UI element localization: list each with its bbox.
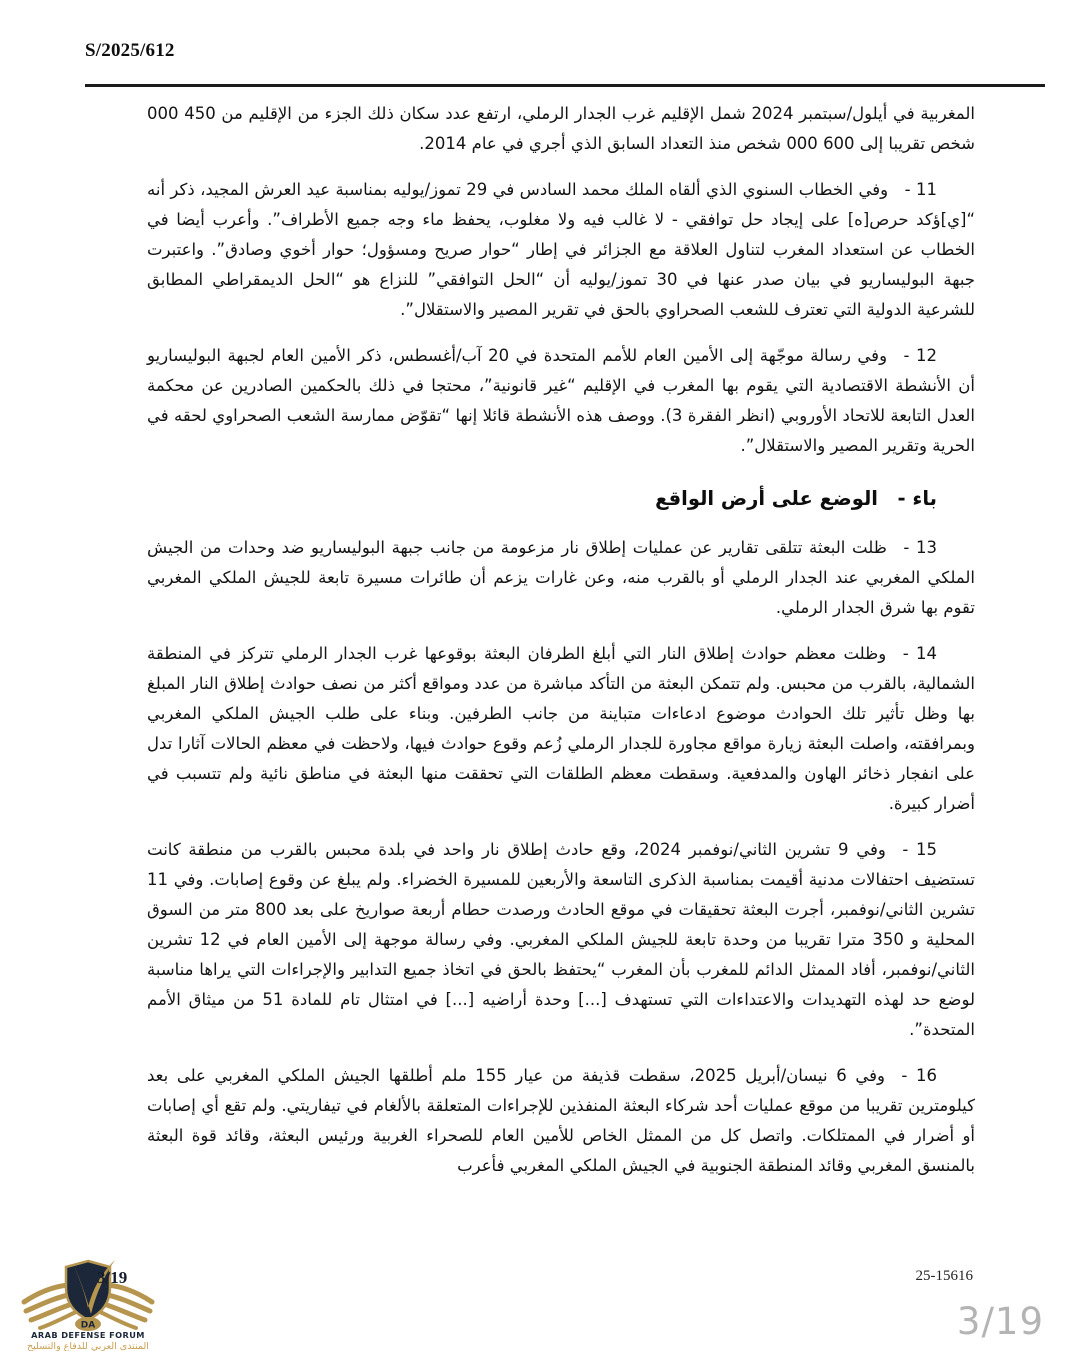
logo-monogram: DA: [80, 1320, 96, 1331]
paragraph-12: 12 - وفي رسالة موجّهة إلى الأمين العام للأمم المتحدة في 20 آب/أغسطس، ذكر الأمين العام لجبهة البوليساريو أن الأنشطة الاقتصادية التي يقوم بها المغرب في الإقليم “غير قانونية”، محتجا في ذلك بالحكمين الصادرين عن محكمة العدل التابعة للاتحاد الأوروبي (انظر الفقرة 3). ووصف هذه الأنشطة قائلا إنها “تقوّض ممارسة الشعب الصحراوي لحقه في الحرية وتقرير المصير والاستقلال”.: [147, 346, 975, 455]
header-divider: [85, 84, 1045, 87]
footer-job-number: 25-15616: [915, 1268, 973, 1284]
document-symbol: S/2025/612: [85, 40, 175, 61]
logo-title-ar: المنتدى العربي للدفاع والتسليح: [27, 1341, 149, 1351]
paragraph-continuation: المغربية في أيلول/سبتمبر 2024 شمل الإقليم غرب الجدار الرملي، ارتفع عدد سكان ذلك الجزء من الإقليم من 450 000 شخص تقريبا إلى 600 000 شخص منذ التعداد السابق الذي أجري في عام 2014.: [147, 104, 975, 153]
paragraph-13: 13 - ظلت البعثة تتلقى تقارير عن عمليات إطلاق نار مزعومة من جانب جبهة البوليساريو ضد وحدات من الجيش الملكي المغربي عند الجدار الرملي أو بالقرب منه، وعن غارات يزعم أن طائرات مسيرة تابعة للجيش الملكي المغربي تقوم بها شرق الجدار الرملي.: [147, 538, 975, 617]
paragraph-16: 16 - وفي 6 نيسان/أبريل 2025، سقطت قذيفة من عيار 155 ملم أطلقها الجيش الملكي المغربي على بعد كيلومترين تقريبا من موقع عمليات أحد شركاء البعثة المنفذين للإجراءات المتعلقة بالألغام في تيفاريتي. ولم تقع أي إصابات أو أضرار في الممتلكات. واتصل كل من الممثل الخاص للأمين العام للصحراء الغربية ورئيس البعثة، وقائد قوة البعثة بالمنسق المغربي وقائد المنطقة الجنوبية في الجيش الملكي المغربي فأعرب: [147, 1066, 975, 1175]
paragraph-14: 14 - وظلت معظم حوادث إطلاق النار التي أبلغ الطرفان البعثة بوقوعها غرب الجدار الرملي تتركز في المنطقة الشمالية، بالقرب من محبس. ولم تتمكن البعثة من التأكد مباشرة من عدد ومواقع أكثر من نصف حوادث إطلاق النار المبلغ بها وظل تأثير تلك الحوادث موضوع ادعاءات متباينة من جانب الطرفين. وبناء على طلب الجيش الملكي المغربي وبمرافقته، واصلت البعثة زيارة مواقع مجاورة للجدار الرملي زُعم وقوع حوادث فيها، ولاحظت في معظم الحالات آثارا تدل على انفجار ذخائر الهاون والمدفعية. وسقطت معظم الطلقات التي تحققت منها البعثة في مناطق نائية ولم تتسبب في أضرار كبيرة.: [147, 644, 975, 813]
logo-title-en: ARAB DEFENSE FORUM: [31, 1330, 145, 1340]
footer-page-number-large: 3/19: [956, 1300, 1044, 1343]
paragraph-11: 11 - وفي الخطاب السنوي الذي ألقاه الملك محمد السادس في 29 تموز/يوليه بمناسبة عيد العرش المجيد، ذكر أنه “[ي]ؤكد حرص[ه] على إيجاد حل توافقي - لا غالب فيه ولا مغلوب، يحفظ ماء وجه جميع الأطراف”. وأعرب أيضا في الخطاب عن استعداد المغرب لتناول العلاقة مع الجزائر في إطار “حوار صريح ومسؤول؛ حوار أخوي وصادق”. واعتبرت جبهة البوليساريو في بيان صدر عنها في 30 تموز/يوليه أن “الحل التوافقي” للنزاع هو “الحل الديمقراطي المطابق للشرعية الدولية التي تعترف للشعب الصحراوي بالحق في تقرير المصير والاستقلال”.: [147, 180, 976, 319]
footer-page-number: 3/19: [97, 1268, 128, 1287]
arab-defense-forum-logo: [18, 1258, 158, 1351]
document-body: [147, 99, 975, 1197]
section-heading-b: باء - الوضع على أرض الواقع: [655, 487, 937, 510]
paragraph-15: 15 - وفي 9 تشرين الثاني/نوفمبر 2024، وقع حادث إطلاق نار واحد في بلدة محبس بالقرب من منطقة كانت تستضيف احتفالات مدنية أقيمت بمناسبة الذكرى التاسعة والأربعين للمسيرة الخضراء. ولم يبلغ عن وقوع إصابات. وفي 11 تشرين الثاني/نوفمبر، أجرت البعثة تحقيقات في موقع الحادث ورصدت حطام أربعة صواريخ على بعد 800 متر من السوق المحلية و 350 مترا تقريبا من وحدة تابعة للجيش الملكي المغربي. وفي رسالة موجهة إلى الأمين العام في 12 تشرين الثاني/نوفمبر، أفاد الممثل الدائم للمغرب بأن المغرب “يحتفظ بالحق في اتخاذ جميع التدابير والإجراءات التي يراها مناسبة لوضع حد لهذه التهديدات والاعتداءات التي تستهدف [...] وحدة أراضيه [...] في امتثال تام للمادة 51 من ميثاق الأمم المتحدة”.: [147, 840, 975, 1039]
